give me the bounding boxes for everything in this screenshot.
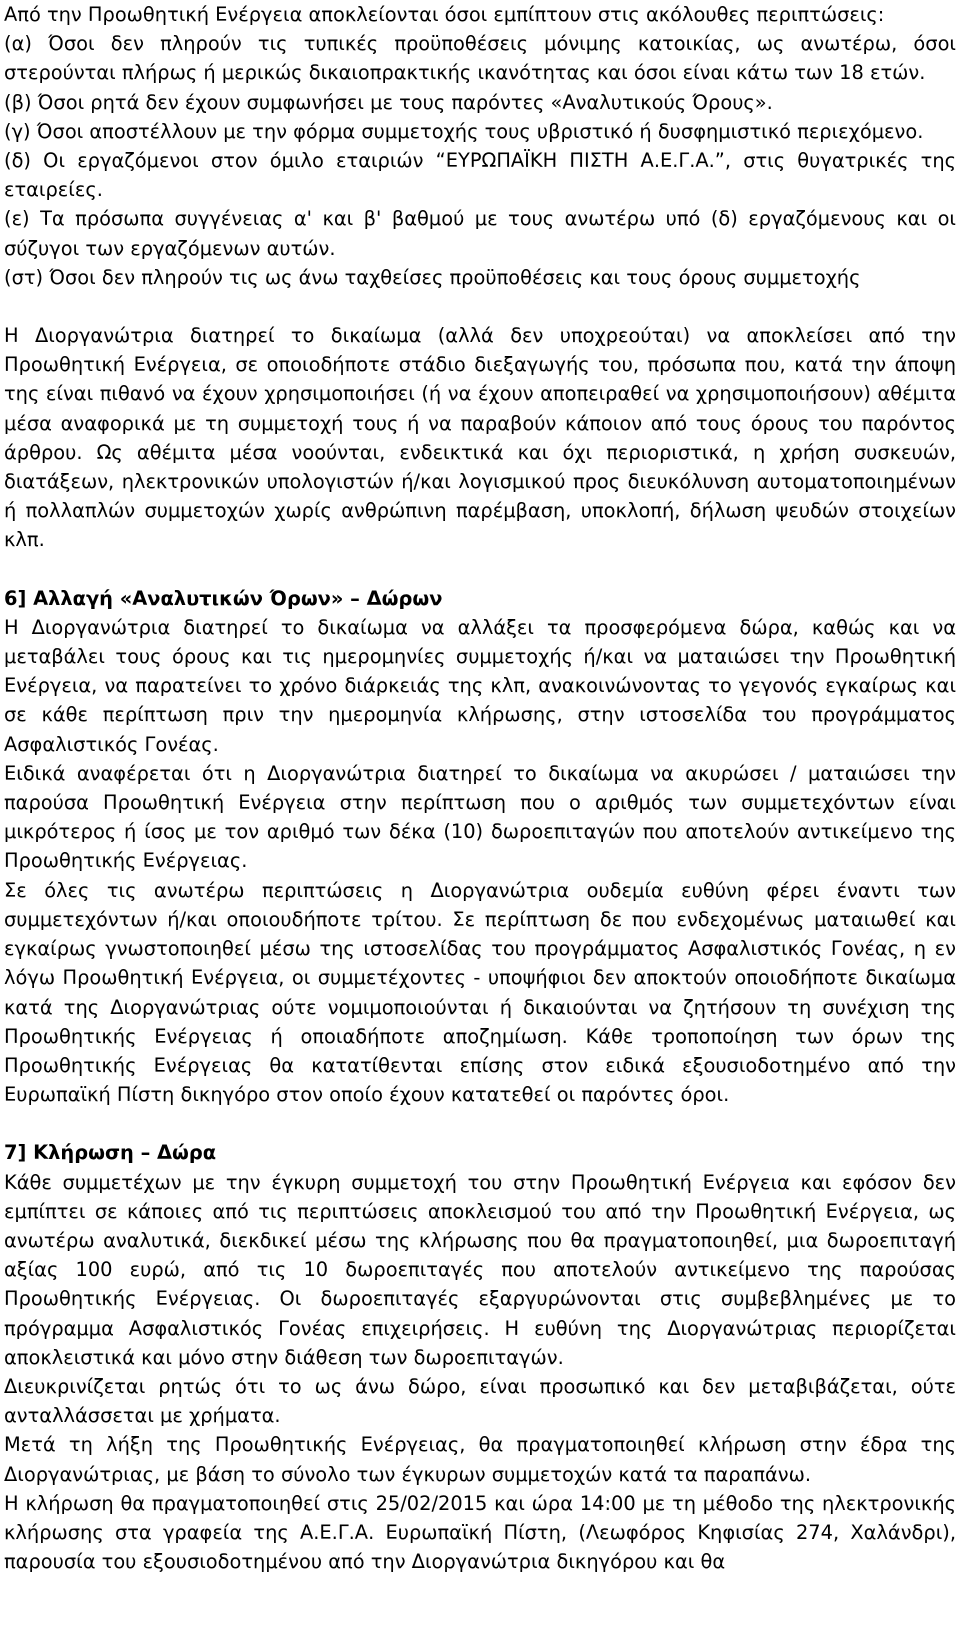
section-7-paragraph-4: Η κλήρωση θα πραγματοποιηθεί στις 25/02/2015 και ώρα 14:00 με τη μέθοδο της ηλεκτρονικής κλήρωσης στα γραφεία της Α.Ε.Γ.Α. Ευρωπαϊκή Πίστη, (Λεωφόρος Κηφισίας 274, Χαλάνδρι), παρουσία του εξουσιοδοτημένου από την Διοργανώτρια δικηγόρου και θα [4,1491,956,1574]
section-7-paragraph-2: Διευκρινίζεται ρητώς ότι το ως άνω δώρο, είναι προσωπικό και δεν μεταβιβάζεται, ούτε ανταλλάσσεται με χρήματα. [4,1374,956,1428]
exclusion-item-c: (γ) Όσοι αποστέλλουν με την φόρμα συμμετοχής τους υβριστικό ή δυσφημιστικό περιεχόμενο. [4,119,924,143]
paragraph-gap [4,555,956,584]
section-6-paragraph-1: Η Διοργανώτρια διατηρεί το δικαίωμα να αλλάξει τα προσφερόμενα δώρα, καθώς και να μεταβάλει τους όρους και τις ημερομηνίες συμμετοχής ή/και να ματαιώσει την Προωθητική Ενέργεια, να παρατείνει το χρόνο διάρκειάς της κλπ, ανακοινώνοντας το γεγονός εγκαίρως και σε κάθε περίπτωση πριν την ημερομηνία κλήρωσης, στην ιστοσελίδα του προγράμματος Ασφαλιστικός Γονέας. [4,615,956,756]
organizer-right-paragraph: Η Διοργανώτρια διατηρεί το δικαίωμα (αλλά δεν υποχρεούται) να αποκλείσει από την Προωθητική Ενέργεια, σε οποιοδήποτε στάδιο διεξαγωγής του, πρόσωπα που, κατά την άποψη της είναι πιθανό να έχουν χρησιμοποιήσει (ή να έχουν αποπειραθεί να χρησιμοποιήσουν) αθέμιτα μέσα αναφορικά με τη συμμετοχή τους ή να παραβούν κάποιον από τους όρους του παρόντος άρθρου. Ως αθέμιτα μέσα νοούνται, ενδεικτικά και όχι περιοριστικά, η χρήση συσκευών, διατάξεων, ηλεκτρονικών υπολογιστών ή/και λογισμικού προς διευκόλυνση αυτοματοποιημένων ή πολλαπλών συμμετοχών χωρίς ανθρώπινη παρέμβαση, υποκλοπή, δήλωση ψευδών στοιχείων κλπ. [4,324,956,552]
exclusions-intro: Από την Προωθητική Ενέργεια αποκλείονται όσοι εμπίπτουν στις ακόλουθες περιπτώσεις: [4,3,885,26]
section-7-paragraph-3: Μετά τη λήξη της Προωθητικής Ενέργειας, θα πραγματοποιηθεί κλήρωση στην έδρα της Διοργανώτριας, με βάση το σύνολο των έγκυρων συμμετοχών κατά τα παραπάνω. [4,1433,956,1486]
section-6-paragraph-3: Σε όλες τις ανωτέρω περιπτώσεις η Διοργανώτρια ουδεμία ευθύνη φέρει έναντι των συμμετεχόντων ή/και οποιουδήποτε τρίτου. Σε περίπτωση δε που ενδεχομένως ματαιωθεί και εγκαίρως γνωστοποιηθεί μέσω της ιστοσελίδας του προγράμματος Ασφαλιστικός Γονέας, η εν λόγω Προωθητική Ενέργεια, οι συμμετέχοντες - υποψήφιοι δεν αποκτούν οποιοδήποτε δικαίωμα κατά της Διοργανώτριας ούτε νομιμοποιούνται ή δικαιούνται να ζητήσουν τη συνέχιση της Προωθητικής Ενέργειας ή οποιαδήποτε αποζημίωση. Κάθε τροποποίηση των όρων της Προωθητικής Ενέργειας θα κατατίθενται επίσης στον ειδικά εξουσιοδοτημένο από την Ευρωπαϊκή Πίστη δικηγόρο στον οποίο έχουν κατατεθεί οι παρόντες όροι. [4,878,956,1107]
exclusion-item-b: (β) Όσοι ρητά δεν έχουν συμφωνήσει με τους παρόντες «Αναλυτικούς Όρους». [4,90,773,114]
section-6-paragraph-2: Ειδικά αναφέρεται ότι η Διοργανώτρια διατηρεί το δικαίωμα να ακυρώσει / ματαιώσει την παρούσα Προωθητική Ενέργεια στην περίπτωση που ο αριθμός των συμμετεχόντων είναι μικρότερος ή ίσος με τον αριθμό των δέκα (10) δωροεπιταγών που αποτελούν αντικείμενο της Προωθητικής Ενέργειας. [4,761,956,873]
paragraph-gap [4,292,956,321]
paragraph-gap [4,1109,956,1138]
section-6-heading: 6] Αλλαγή «Αναλυτικών Όρων» – Δώρων [4,586,443,610]
exclusion-item-d: (δ) Οι εργαζόμενοι στον όμιλο εταιριών “ΕΥΡΩΠΑΪΚΗ ΠΙΣΤΗ Α.Ε.Γ.Α.”, στις θυγατρικές της εταιρείες. [4,149,956,202]
exclusion-item-a: (α) Όσοι δεν πληρούν τις τυπικές προϋποθέσεις μόνιμης κατοικίας, ως ανωτέρω, όσοι στερούνται πλήρως ή μερικώς δικαιοπρακτικής ικανότητας και όσοι είναι κάτω των 18 ετών. [4,32,956,85]
section-7-heading: 7] Κλήρωση – Δώρα [4,1141,217,1165]
exclusion-item-e: (ε) Τα πρόσωπα συγγένειας α' και β' βαθμού με τους ανωτέρω υπό (δ) εργαζόμενους και οι σύζυγοι των εργαζόμενων αυτών. [4,207,956,260]
exclusion-item-f: (στ) Όσοι δεν πληρούν τις ως άνω ταχθείσες προϋποθέσεις και τους όρους συμμετοχής [4,265,861,289]
section-7-paragraph-1: Κάθε συμμετέχων με την έγκυρη συμμετοχή του στην Προωθητική Ενέργεια και εφόσον δεν εμπίπτει σε κάποιες από τις περιπτώσεις αποκλεισμού του από την Προωθητική Ενέργεια, ως ανωτέρω αναλυτικά, διεκδικεί μέσω της κλήρωσης που θα πραγματοποιηθεί, μια δωροεπιταγή αξίας 100 ευρώ, από τις 10 δωροεπιταγές που αποτελούν αντικείμενο της παρούσας Προωθητικής Ενέργειας. Οι δωροεπιταγές εξαργυρώνονται στις συμβεβλημένες με το πρόγραμμα Ασφαλιστικός Γονέας επιχειρήσεις. Η ευθύνη της Διοργανώτριας περιορίζεται αποκλειστικά και μόνο στην διάθεση των δωροεπιταγών. [4,1170,956,1369]
